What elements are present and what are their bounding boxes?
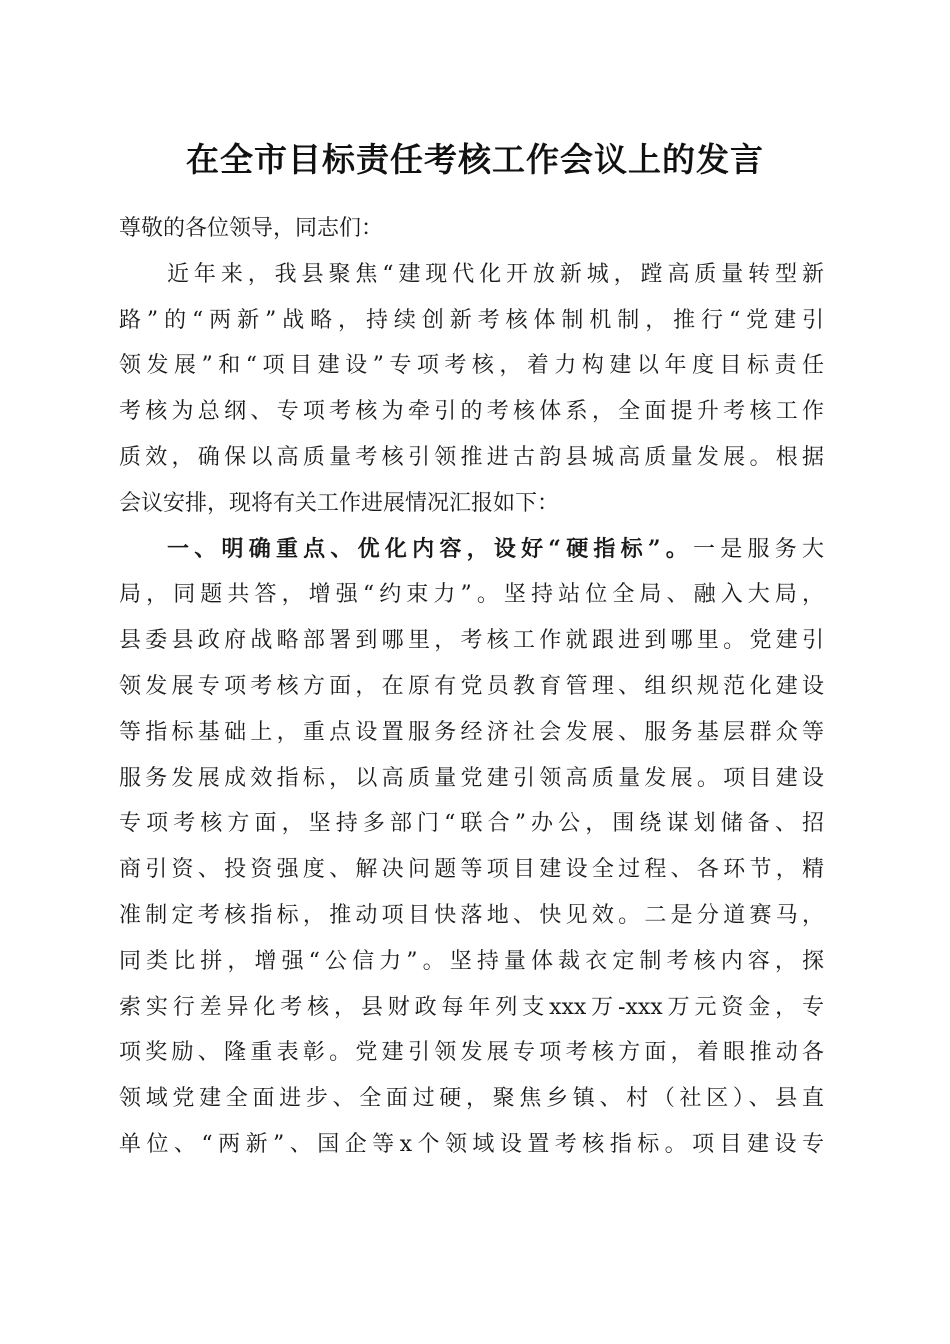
page-title: 在全市目标责任考核工作会议上的发言: [186, 140, 764, 179]
section-heading-line: [119, 527, 824, 573]
paragraph-line: 近年来，我县聚焦“建现代化开放新城，蹚高质量转型新: [167, 261, 824, 287]
paragraph-line: 领发展”和“项目建设”专项考核，着力构建以年度目标责任: [119, 353, 824, 379]
paragraph-line: 局，同题共答，增强“约束力”。坚持站位全局、融入大局，: [119, 582, 824, 608]
paragraph-line: 路”的“两新”战略，持续创新考核体制机制，推行“党建引: [119, 307, 824, 333]
paragraph-line: 单位、“两新”、国企等x个领域设置考核指标。项目建设专: [119, 1131, 824, 1157]
paragraph-line: 同类比拼，增强“公信力”。坚持量体裁衣定制考核内容，探: [119, 948, 824, 974]
paragraph-line: 质效，确保以高质量考核引领推进古韵县城高质量发展。根据: [119, 444, 824, 470]
paragraph-line: 会议安排，现将有关工作进展情况汇报如下：: [119, 490, 560, 516]
section-heading: 一、明确重点、优化内容，设好“硬指标”。: [167, 535, 694, 562]
paragraph-text: 一是服务大: [693, 536, 824, 562]
paragraph-line: 等指标基础上，重点设置服务经济社会发展、服务基层群众等: [119, 719, 824, 745]
paragraph-line: 领域党建全面进步、全面过硬，聚焦乡镇、村（社区）、县直: [119, 1086, 824, 1112]
paragraph-line: 准制定考核指标，推动项目快落地、快见效。二是分道赛马，: [119, 902, 824, 928]
paragraph-line: 商引资、投资强度、解决问题等项目建设全过程、各环节，精: [119, 857, 824, 883]
paragraph-line: 县委县政府战略部署到哪里，考核工作就跟进到哪里。党建引: [119, 628, 824, 654]
document-body: [119, 206, 824, 1168]
salutation: 尊敬的各位领导，同志们：: [119, 216, 384, 241]
paragraph-line: 专项考核方面，坚持多部门“联合”办公，围绕谋划储备、招: [119, 811, 824, 837]
paragraph-line: 考核为总纲、专项考核为牵引的考核体系，全面提升考核工作: [119, 399, 824, 425]
paragraph-line: 索实行差异化考核，县财政每年列支xxx万-xxx万元资金，专: [119, 994, 824, 1020]
paragraph-line: 服务发展成效指标，以高质量党建引领高质量发展。项目建设: [119, 765, 824, 791]
paragraph-line: 领发展专项考核方面，在原有党员教育管理、组织规范化建设: [119, 673, 824, 699]
paragraph-line: 项奖励、隆重表彰。党建引领发展专项考核方面，着眼推动各: [119, 1040, 824, 1066]
